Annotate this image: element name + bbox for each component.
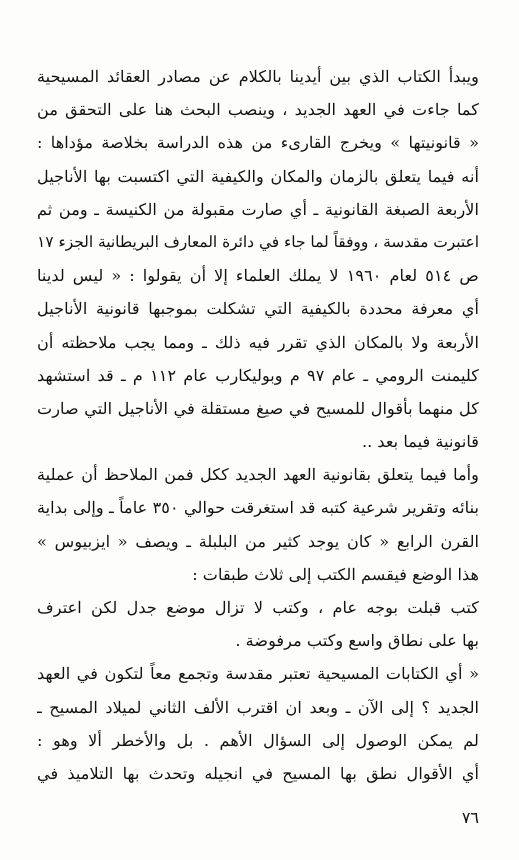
text-line-20: الجديد ؟ إلى الآن ـ وبعد ان اقترب الألف الثاني لميلاد المسيح ـ [37,697,479,717]
text-line-15: القرن الرابع « كان يوجد كثير من البلبلة ـ ويصف « ايزبيوس » [37,531,479,551]
text-line-7: ص ٥١٤ لعام ١٩٦٠ لا يملك العلماء إلا أن يقولوا : « ليس لدينا [37,266,479,286]
text-line-18: بها على نطاق واسع وكتب مرفوضة . [235,631,479,651]
text-line-5: الأربعة الصبغة القانونية ـ أي صارت مقبولة من الكنيسة ـ ومن ثم [37,199,479,219]
text-line-13: وأما فيما يتعلق بقانونية العهد الجديد ككل فمن الملاحظ أن عملية [37,465,479,485]
text-line-4: أنه فيما يتعلق بالزمان والمكان والكيفية التي اكتسبت بها الأناجيل [37,166,479,186]
text-line-21: لم يمكن الوصول إلى السؤال الأهم . بل والأخطر ألا وهو : [37,730,479,750]
text-line-10: كليمنت الرومي ـ عام ٩٧ م وبوليكارب عام ١١٢ م ـ قد استشهد [37,365,479,385]
text-line-12: قانونية فيما بعد .. [361,432,479,452]
body-text [37,60,479,790]
text-line-16: هذا الوضع فيقسم الكتب إلى ثلاث طبقات : [192,564,479,584]
text-line-17: كتب قبلت بوجه عام ، وكتب لا تزال موضع جدل لكن اعترف [37,598,479,617]
text-line-14: بنائه وتقرير شرعية كتبه قد استغرقت حوالي ٣٥٠ عاماً ـ وإلى بداية [37,498,479,518]
text-line-3: « قانونيتها » ويخرج القارىء من هذه الدراسة بخلاصة مؤداها : [37,133,479,153]
text-line-2: كما جاءت في العهد الجديد ، وينصب البحث هنا على التحقق من [37,100,479,120]
text-line-1: ويبدأ الكتاب الذي بين أيدينا بالكلام عن مصادر العقائد المسيحية [37,67,479,86]
page-number: ٧٦ [461,808,479,827]
text-line-22: أي الأقوال نطق بها المسيح في انجيله وتحدث بها التلاميذ في [37,763,479,783]
text-line-9: الأربعة ولا بالمكان الذي تقرر فيه ذلك ـ ومما يجب ملاحظته أن [37,332,479,352]
text-line-19: « أي الكتابات المسيحية تعتبر مقدسة وتجمع معاً لتكون في العهد [37,664,479,684]
text-line-11: كل منهما بأقوال للمسيح في صيغ مستقلة في الأناجيل التي صارت [37,398,479,418]
text-line-6: اعتبرت مقدسة ، ووفقاً لما جاء في دائرة المعارف البريطانية الجزء ١٧ [37,232,479,251]
text-line-8: أي معرفة محددة بالكيفية التي تشكلت بموجبها قانونية الأناجيل [37,299,479,319]
